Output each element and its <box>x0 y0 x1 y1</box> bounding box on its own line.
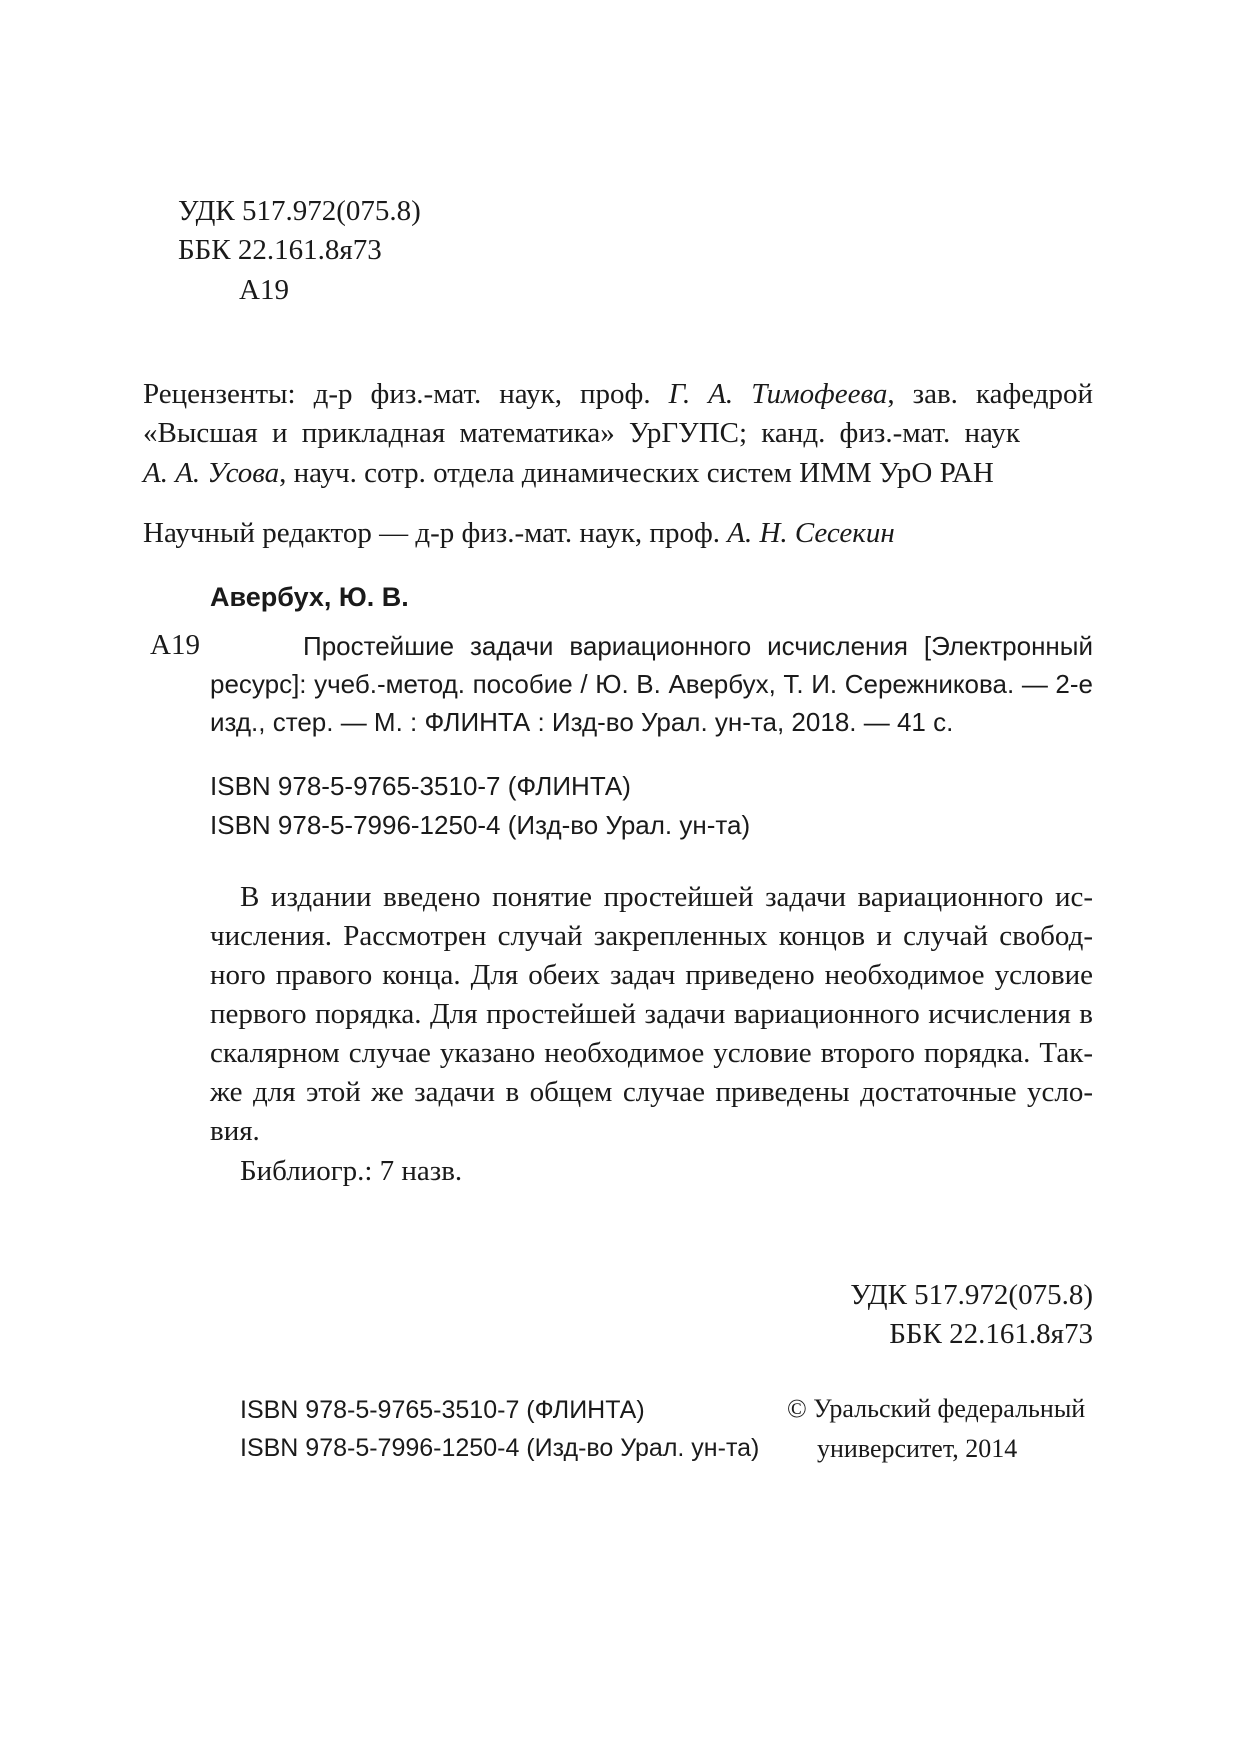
abstract-last-line: вия. <box>210 1115 260 1147</box>
reviewers-line-3: А. А. Усова, науч. сотр. отдела динамических систем ИММ УрО РАН <box>143 457 994 489</box>
reviewers-line-1: Рецензенты: д-р физ.-мат. наук, проф. Г. А. Тимофеева, зав. кафедрой <box>143 378 1093 410</box>
bottom-bbk-code: ББК 22.161.8я73 <box>889 1318 1093 1350</box>
abstract-line: В издании введено понятие простейшей задачи вариационного ис- <box>240 881 1093 913</box>
reviewers-line-2: «Высшая и прикладная математика» УрГУПС; канд. физ.-мат. наук <box>143 417 1020 449</box>
bottom-isbn-urfu: ISBN 978-5-7996-1250-4 (Изд-во Урал. ун-та) <box>240 1434 760 1462</box>
record-author: Авербух, Ю. В. <box>210 582 409 612</box>
copyright-icon: © <box>787 1394 807 1423</box>
record-line-1: Простейшие задачи вариационного исчисления [Электронный <box>303 631 1093 661</box>
abstract-line: ного правого конца. Для обеих задач приведено необходимое условие <box>210 959 1093 991</box>
abstract-line: первого порядка. Для простейшей задачи вариационного исчисления в <box>210 998 1093 1030</box>
isbn-flinta: ISBN 978-5-9765-3510-7 (ФЛИНТА) <box>210 771 631 801</box>
copyright-line-1: © Уральский федеральный <box>787 1394 1086 1423</box>
abstract-line: скалярном случае указано необходимое условие второго порядка. Так- <box>210 1037 1093 1069</box>
bottom-isbn-flinta: ISBN 978-5-9765-3510-7 (ФЛИНТА) <box>240 1396 645 1424</box>
udk-code: УДК 517.972(075.8) <box>178 195 421 227</box>
abstract-line: числения. Рассмотрен случай закрепленных концов и случай свобод- <box>210 920 1093 952</box>
bibliography-count: Библиогр.: 7 назв. <box>240 1155 463 1187</box>
bbk-code: ББК 22.161.8я73 <box>178 234 382 266</box>
scientific-editor: Научный редактор — д-р физ.-мат. наук, проф. А. Н. Сесекин <box>143 517 895 549</box>
record-line-2: ресурс]: учеб.-метод. пособие / Ю. В. Авербух, Т. И. Сережникова. — 2-е <box>210 669 1093 699</box>
copyright-line-2: университет, 2014 <box>817 1434 1018 1463</box>
record-mark: А19 <box>150 629 200 661</box>
isbn-urfu: ISBN 978-5-7996-1250-4 (Изд-во Урал. ун-та) <box>210 810 751 840</box>
abstract-line: же для этой же задачи в общем случае приведены достаточные усло- <box>210 1076 1093 1108</box>
bottom-udk-code: УДК 517.972(075.8) <box>850 1279 1093 1311</box>
record-line-3: изд., стер. — М. : ФЛИНТА : Изд-во Урал. ун-та, 2018. — 41 с. <box>210 707 954 737</box>
author-mark: А19 <box>239 274 289 306</box>
